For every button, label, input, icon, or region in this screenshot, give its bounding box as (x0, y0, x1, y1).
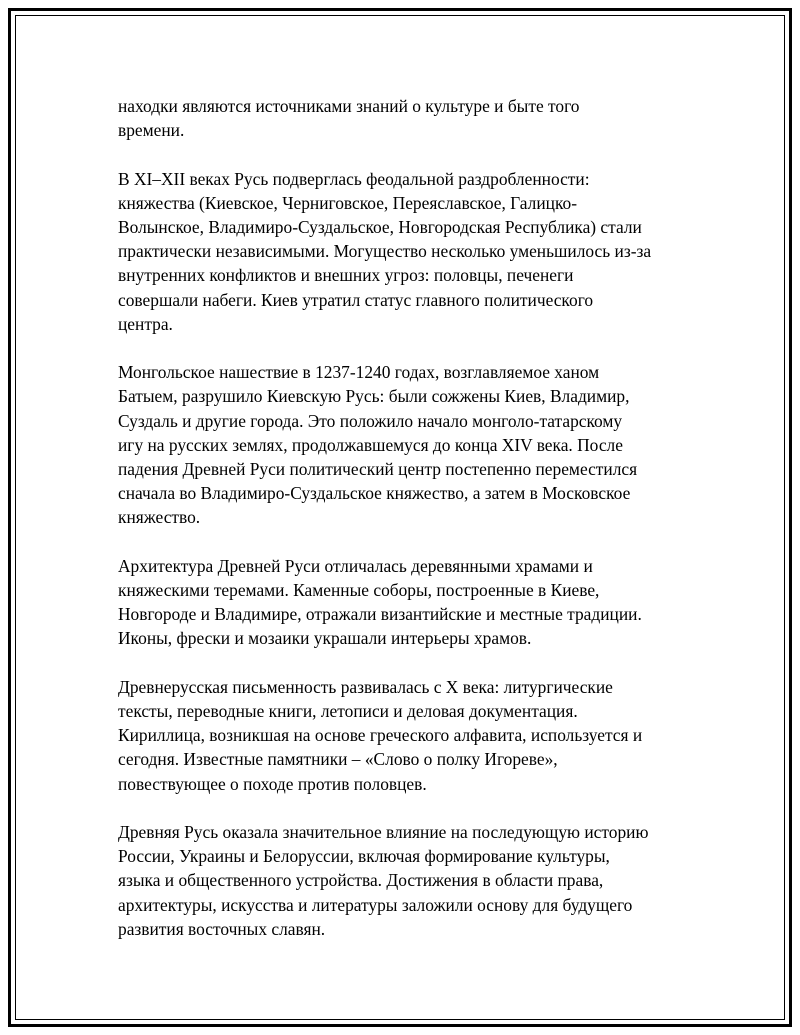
text-line: княжества (Киевское, Черниговское, Переяславское, Галицко- (118, 192, 577, 213)
document-body (118, 94, 698, 965)
text-line: Иконы, фрески и мозаики украшали интерьеры храмов. (118, 628, 532, 649)
text-line: сначала во Владимиро-Суздальское княжество, а затем в Московское (118, 483, 631, 504)
text-line: падения Древней Руси политический центр постепенно переместился (118, 459, 638, 480)
text-line: игу на русских землях, продолжавшемуся до конца XIV века. После (118, 434, 623, 455)
paragraph-2 (118, 167, 698, 336)
paragraph-1 (118, 94, 698, 142)
text-line: практически независимыми. Могущество несколько уменьшилось из-за (118, 241, 652, 262)
text-line: совершали набеги. Киев утратил статус главного политического (118, 289, 594, 310)
paragraph-5 (118, 675, 698, 796)
text-line: княжество. (118, 507, 201, 528)
text-line: языка и общественного устройства. Достижения в области права, (118, 870, 604, 891)
paragraph-3 (118, 360, 698, 529)
text-line: повествующее о походе против половцев. (118, 773, 427, 794)
text-line: находки являются источниками знаний о культуре и быте того (118, 96, 580, 116)
text-line: Монгольское нашествие в 1237-1240 годах, возглавляемое ханом (118, 362, 600, 383)
text-line: развития восточных славян. (118, 918, 326, 939)
text-line: Кириллица, возникшая на основе греческого алфавита, используется и (118, 725, 643, 746)
text-line: Батыем, разрушило Киевскую Русь: были сожжены Киев, Владимир, (118, 386, 630, 407)
text-line: России, Украины и Белоруссии, включая формирование культуры, (118, 846, 610, 867)
text-line: Древняя Русь оказала значительное влияние на последующую историю (118, 822, 649, 843)
text-line: внутренних конфликтов и внешних угроз: половцы, печенеги (118, 265, 574, 286)
text-line: тексты, переводные книги, летописи и деловая документация. (118, 701, 578, 722)
text-line: сегодня. Известные памятники – «Слово о полку Игореве», (118, 749, 558, 770)
text-line: времени. (118, 120, 185, 141)
paragraph-4 (118, 554, 698, 651)
paragraph-6 (118, 820, 698, 941)
text-line: Суздаль и другие города. Это положило начало монголо-татарскому (118, 410, 623, 431)
text-line: архитектуры, искусства и литературы заложили основу для будущего (118, 894, 633, 915)
text-line: Волынское, Владимиро-Суздальское, Новгородская Республика) стали (118, 217, 642, 237)
text-line: Новгороде и Владимире, отражали византийские и местные традиции. (118, 604, 642, 625)
text-line: В XI–XII веках Русь подверглась феодальной раздробленности: (118, 168, 590, 189)
text-line: центра. (118, 313, 173, 334)
text-line: княжескими теремами. Каменные соборы, построенные в Киеве, (118, 580, 600, 601)
text-line: Древнерусская письменность развивалась с X века: литургические (118, 676, 613, 697)
text-line: Архитектура Древней Руси отличалась деревянными храмами и (118, 555, 593, 576)
